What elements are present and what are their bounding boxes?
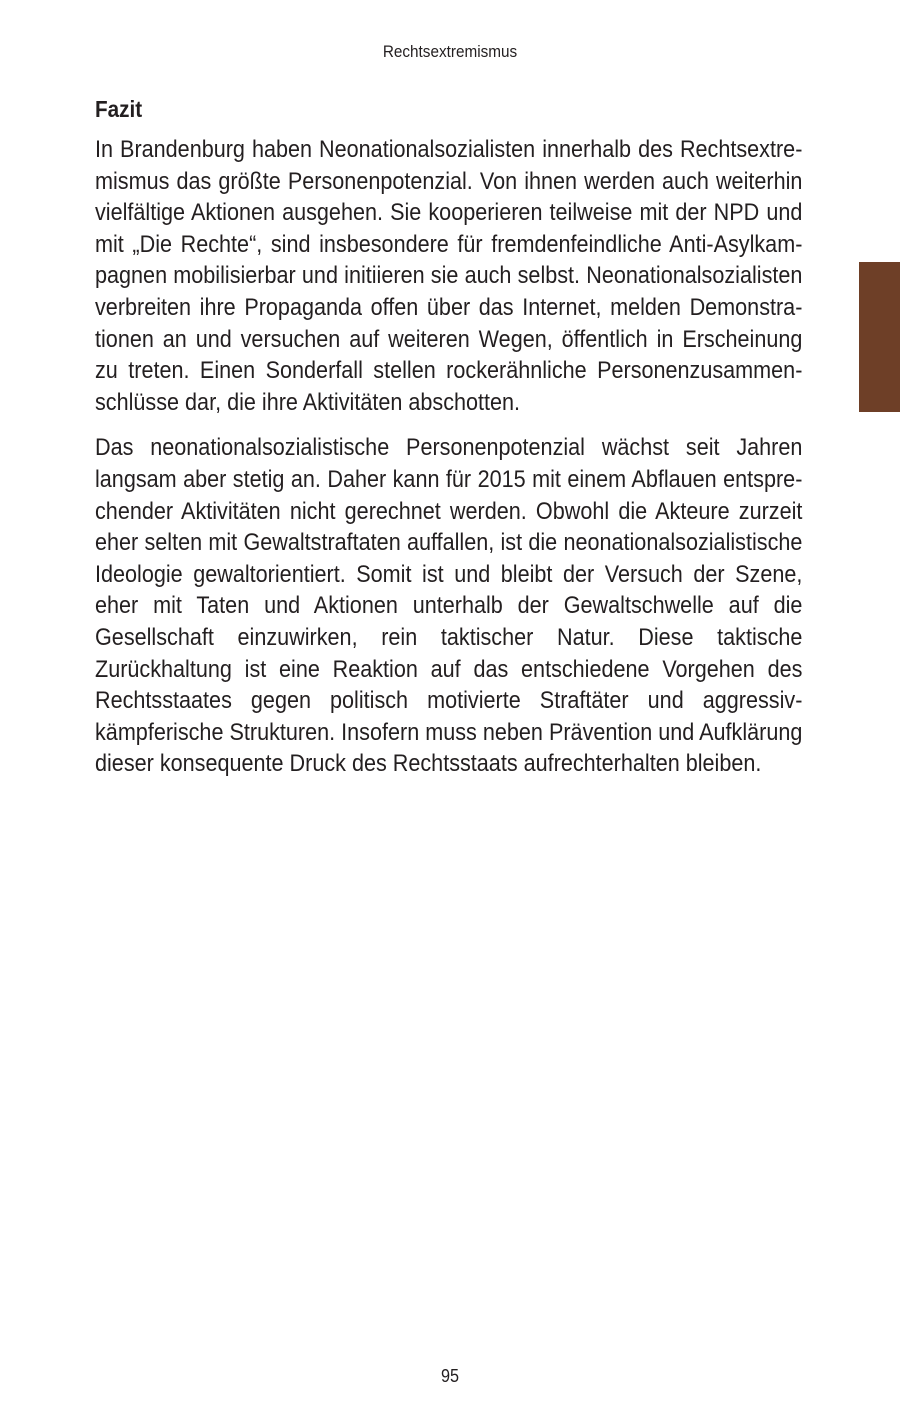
body-text xyxy=(95,134,802,794)
chapter-thumb-tab xyxy=(859,262,900,412)
running-header: Rechtsextremismus xyxy=(382,42,518,61)
page-number: 95 xyxy=(440,1366,460,1386)
paragraph: In Brandenburg haben Neonationalsozialisten innerhalb des Rechtsextremismus das größte Personenpotenzial. Von ihnen werden auch weiterhin vielfältige Aktionen ausgehen. Sie kooperieren teilweise mit der NPD und mit „Die Rechte“, sind insbesondere für fremdenfeindliche Anti-Asylkampagnen mobilisierbar und initiieren sie auch selbst. Neonationalsozialisten verbreiten ihre Propaganda offen über das Internet, melden Demonstrationen an und versuchen auf weiteren Wegen, öffentlich in Erscheinung zu treten. Einen Sonderfall stellen rockerähnliche Personenzusammenschlüsse dar, die ihre Aktivitäten abschotten. xyxy=(95,136,803,416)
section-heading: Fazit xyxy=(95,96,143,122)
paragraph: Das neonationalsozialistische Personenpotenzial wächst seit Jahren langsam aber stetig an. Daher kann für 2015 mit einem Abflauen entsprechender Aktivitäten nicht gerechnet werden. Obwohl die Akteure zurzeit eher selten mit Gewaltstraftaten auffallen, ist die neonationalsozialistische Ideologie gewaltorientiert. Somit ist und bleibt der Versuch der Szene, eher mit Taten und Aktionen unterhalb der Gewaltschwelle auf die Gesellschaft einzuwirken, rein taktischer Natur. Diese taktische Zurückhaltung ist eine Reaktion auf das entschiedene Vorgehen des Rechtsstaates gegen politisch motivierte Straftäter und aggressiv-kämpferische Strukturen. Insofern muss neben Prävention und Aufklärung dieser konsequente Druck des Rechtsstaats aufrechterhalten bleiben. xyxy=(95,434,803,778)
